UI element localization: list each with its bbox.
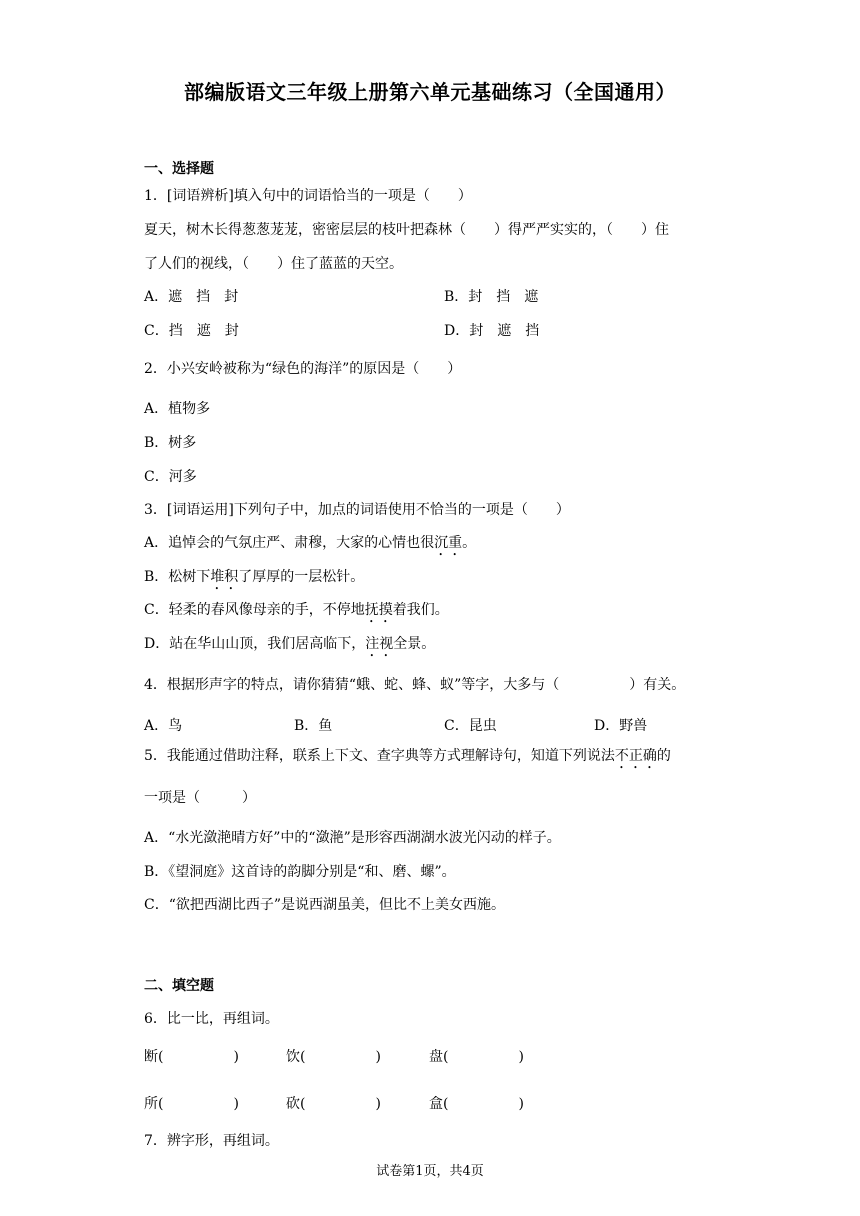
q1-option-c: C．挡 遮 封 [144,323,239,339]
q6-blank-3: 盘( ) [429,1049,524,1065]
q6-blank-1: 断( ) [144,1049,239,1065]
q3-option-b [144,567,364,593]
page-title: 部编版语文三年级上册第六单元基础练习（全国通用） [184,80,676,104]
q1-passage-line2: 了人们的视线，（ ）住了蓝蓝的天空。 [144,256,403,272]
q3-option-b-post: 了厚厚的一层松针。 [238,569,365,585]
q6-stem: 6．比一比，再组词。 [144,1011,279,1027]
q3-option-b-dotted-word: 堆积 [210,569,239,585]
q1-stem: 1．[词语辨析]填入句中的词语恰当的一项是（ ） [144,188,472,204]
q2-stem: 2．小兴安岭被称为“绿色的海洋”的原因是（ ） [144,361,462,377]
q4-option-d: D．野兽 [594,718,648,734]
q3-option-c-dotted-word: 抚摸 [364,602,393,618]
q6-blank-4: 所( ) [144,1096,239,1112]
q1-passage-line1: 夏天，树木长得葱葱茏茏，密密层层的枝叶把森林（ ）得严严实实的，（ ）住 [144,222,669,238]
section-heading-fill: 二、填空题 [144,978,214,994]
q4-option-b: B．鱼 [294,718,333,734]
q3-option-a-pre: A．追悼会的气氛庄严、肃穆，大家的心情也很 [144,535,435,551]
q3-option-c-pre: C．轻柔的春风像母亲的手，不停地 [144,602,365,618]
q1-option-b: B．封 挡 遮 [444,289,539,305]
page-footer: 试卷第1页，共4页 [376,1164,484,1179]
q5-stem-pre: 5．我能通过借助注释，联系上下文、查字典等方式理解诗句，知道下列说法 [144,748,615,764]
q3-option-a [144,533,476,559]
q3-stem: 3．[词语运用]下列句子中，加点的词语使用不恰当的一项是（ ） [144,502,570,518]
q2-option-b: B．树多 [144,435,197,451]
q5-stem-line2: 一项是（ ） [144,790,256,806]
q5-option-b: B．《望洞庭》这首诗的韵脚分别是“和、磨、螺”。 [144,864,456,880]
q5-stem-dotted-word: 不正确 [614,748,657,764]
q2-option-c: C．河多 [144,469,197,485]
q3-option-d-pre: D．站在华山山顶，我们居高临下， [144,636,366,652]
q3-option-b-pre: B．松树下 [144,569,211,585]
q3-option-d [144,634,435,660]
q5-stem [144,746,671,772]
q4-stem: 4．根据形声字的特点，请你猜猜“蛾、蛇、蜂、蚁”等字，大多与（ ）有关。 [144,677,686,693]
q3-option-d-post: 全景。 [393,636,436,652]
q5-option-a: A．“水光潋滟晴方好”中的“潋滟”是形容西湖湖水波光闪动的样子。 [144,830,561,846]
q5-stem-post: 的 [656,748,671,764]
q1-option-d: D．封 遮 挡 [444,323,540,339]
q2-option-a: A．植物多 [144,401,211,417]
q3-option-c [144,600,449,626]
q3-option-c-post: 着我们。 [392,602,449,618]
q5-option-c: C．“欲把西湖比西子”是说西湖虽美，但比不上美女西施。 [144,897,506,913]
q4-option-a: A．鸟 [144,718,183,734]
q6-blank-6: 盒( ) [429,1096,524,1112]
section-heading-choice: 一、选择题 [144,161,214,177]
q3-option-a-dotted-word: 沉重 [434,535,463,551]
q6-blank-5: 砍( ) [286,1096,381,1112]
q3-option-d-dotted-word: 注视 [365,636,394,652]
q4-option-c: C．昆虫 [444,718,497,734]
q1-option-a: A．遮 挡 封 [144,289,239,305]
q3-option-a-post: 。 [462,535,477,551]
q6-blank-2: 饮( ) [286,1049,381,1065]
q7-stem: 7．辨字形，再组词。 [144,1133,279,1149]
